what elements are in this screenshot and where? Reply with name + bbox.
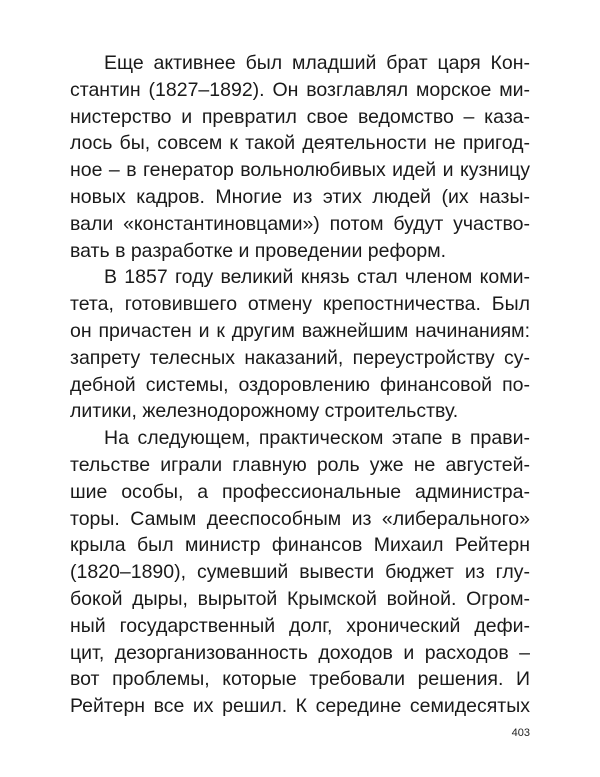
paragraph-3-line-4: торы. Самым дееспособным из «либерального» — [70, 507, 530, 530]
paragraph-3-line-7: бокой дыры, вырытой Крымской войной. Огром- — [70, 587, 530, 610]
paragraph-3-line-3: шие особы, а профессиональные администра- — [70, 480, 530, 503]
paragraph-3-line-10: вот проблемы, которые требовали решения. И — [70, 668, 530, 691]
paragraph-3-line-5: крыла был министр финансов Михаил Рейтерн — [70, 534, 530, 557]
paragraph-3-line-8: ный государственный долг, хронический дефи- — [70, 614, 530, 637]
paragraph-3-line-11: Рейтерн все их решил. К середине семидесятых — [70, 695, 530, 718]
paragraph-3-line-1: На следующем, практическом этапе в прави- — [104, 427, 530, 450]
paragraph-3-line-2: тельстве играли главную роль уже не августей- — [70, 453, 530, 476]
paragraph-1-line-1: Еще активнее был младший брат царя Кон- — [104, 52, 530, 74]
paragraph-1-line-5: ное – в генератор вольнолюбивых идей и кузницу — [70, 159, 530, 182]
body-text — [70, 50, 530, 720]
paragraph-1-line-3: нистерство и превратил свое ведомство – каза- — [70, 105, 530, 128]
paragraph-1-line-2: стантин (1827–1892). Он возглавлял морское ми- — [70, 78, 530, 101]
paragraph-2-line-2: тета, готовившего отмену крепостничества. Был — [70, 293, 530, 316]
page-number: 403 — [511, 727, 530, 739]
paragraph-1-line-6: новых кадров. Многие из этих людей (их назы- — [70, 185, 530, 208]
paragraph-3-line-6: (1820–1890), сумевший вывести бюджет из глу- — [70, 561, 530, 584]
paragraph-2-line-4: запрету телесных наказаний, переустройству су- — [70, 346, 530, 369]
paragraph-2-line-5: дебной системы, оздоровлению финансовой по- — [70, 373, 530, 396]
paragraph-2-line-6: литики, железнодорожному строительству. — [70, 400, 459, 423]
paragraph-2-line-1: В 1857 году великий князь стал членом коми- — [104, 266, 530, 289]
paragraph-1-line-7: вали «константиновцами») потом будут участво- — [70, 212, 530, 235]
paragraph-2-line-3: он причастен и к другим важнейшим начинаниям: — [70, 319, 530, 342]
paragraph-1-line-4: лось бы, совсем к такой деятельности не пригод- — [70, 132, 530, 155]
paragraph-1-line-8: вать в разработке и проведении реформ. — [70, 239, 447, 262]
paragraph-3-line-9: цит, дезорганизованность доходов и расходов – — [70, 641, 530, 664]
